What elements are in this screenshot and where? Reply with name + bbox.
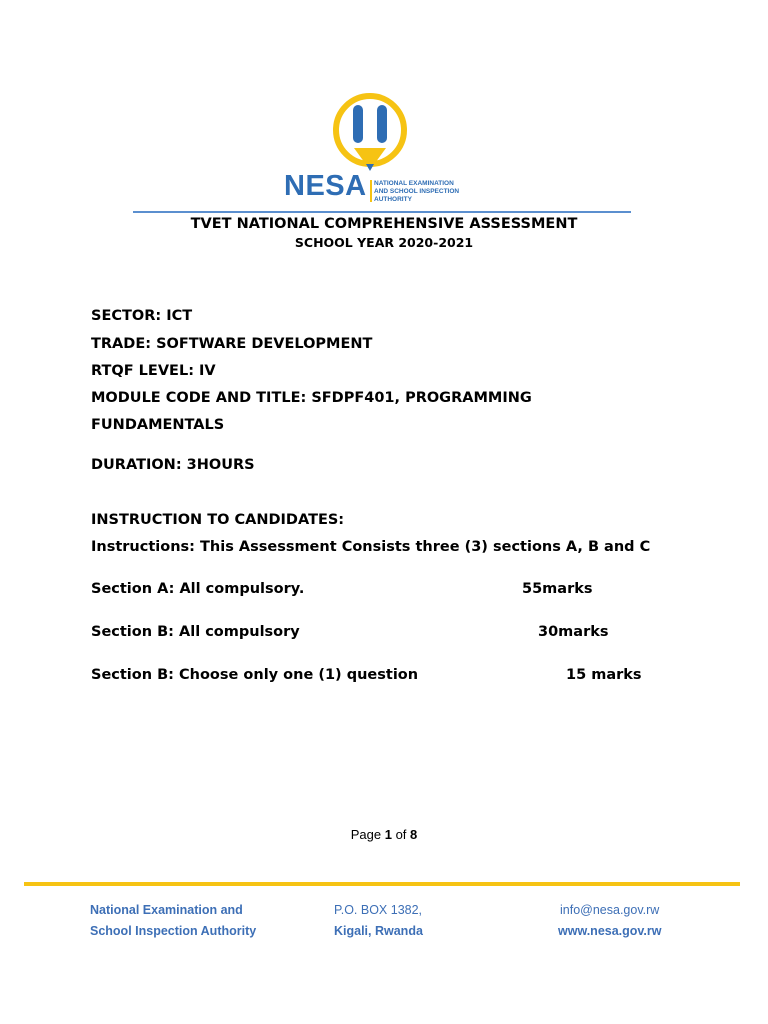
nesa-pencil-logo-icon (284, 92, 474, 172)
section-c-label: Section B: Choose only one (1) question (91, 667, 419, 683)
instructions-text: Instructions: This Assessment Consists three (3) sections A, B and C (91, 539, 651, 555)
footer-website-link[interactable]: www.nesa.gov.rw (558, 924, 662, 938)
section-c-marks: 15 marks (566, 667, 642, 683)
footer-city: Kigali, Rwanda (334, 924, 423, 938)
level-line: RTQF LEVEL: IV (91, 363, 216, 379)
page-number: Page 1 of 8 (350, 827, 418, 842)
footer-po-box: P.O. BOX 1382, (334, 903, 423, 917)
footer-org-line-1: National Examination and (90, 903, 243, 917)
page-subtitle: SCHOOL YEAR 2020-2021 (294, 235, 474, 250)
footer-org-line-2: School Inspection Authority (90, 924, 257, 938)
section-a-label: Section A: All compulsory. (91, 581, 305, 597)
brand-subtitle: NATIONAL EXAMINATION AND SCHOOL INSPECTION AUTHORITY (374, 180, 460, 203)
footer-email-link[interactable]: info@nesa.gov.rw (560, 903, 660, 917)
instructions-heading: INSTRUCTION TO CANDIDATES: (91, 512, 345, 528)
sector-line: SECTOR: ICT (91, 308, 193, 324)
duration-line: DURATION: 3HOURS (91, 457, 255, 473)
page-title: TVET NATIONAL COMPREHENSIVE ASSESSMENT (190, 216, 578, 232)
section-a-marks: 55marks (522, 581, 593, 597)
module-line-1: MODULE CODE AND TITLE: SFDPF401, PROGRAMMING (91, 390, 532, 406)
module-line-2: FUNDAMENTALS (91, 417, 225, 433)
header-divider (133, 211, 631, 213)
section-b-label: Section B: All compulsory (91, 624, 300, 640)
section-b-marks: 30marks (538, 624, 609, 640)
brand-name: NESA (284, 170, 367, 202)
trade-line: TRADE: SOFTWARE DEVELOPMENT (91, 336, 373, 352)
brand-divider (370, 180, 372, 202)
footer-divider (24, 882, 740, 886)
